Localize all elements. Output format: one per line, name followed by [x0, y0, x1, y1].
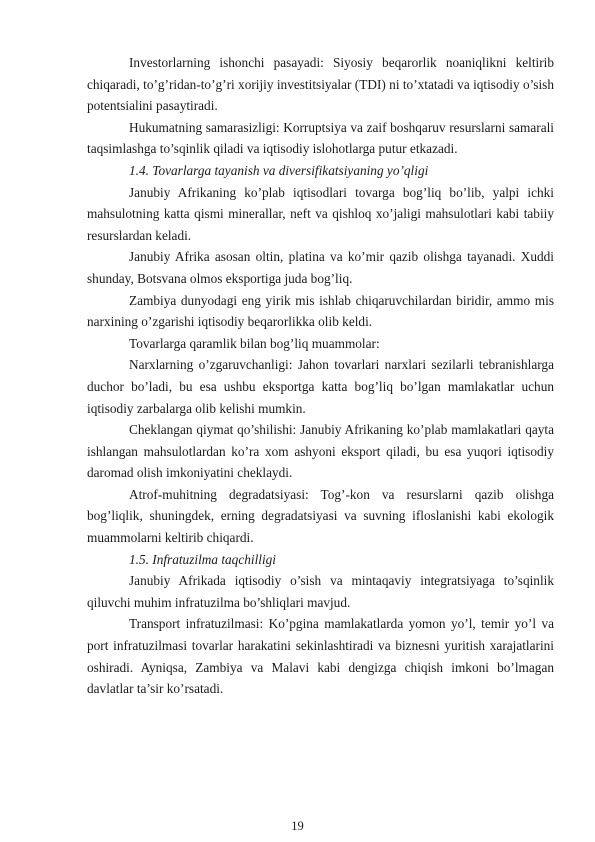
paragraph-infrastructure-gaps: Janubiy Afrikada iqtisodiy o’sish va mintaqaviy integratsiyaga to’sqinlik qiluvchi muhim infratuzilma bo’shliqlari mavjud.: [87, 573, 554, 610]
paragraph-south-africa-mining: Janubiy Afrika asosan oltin, platina va ko’mir qazib olishga tayanadi. Xuddi shunday, Botsvana olmos eksportiga juda bog’liq.: [87, 249, 554, 286]
paragraph-limited-value-added: Cheklangan qiymat qo’shilishi: Janubiy Afrikaning ko’plab mamlakatlari qayta ishlangan mahsulotlardan ko’ra xom ashyoni eksport qiladi, bu esa yuqori iqtisodiy daromad olish imkoniyatini cheklaydi.: [87, 422, 554, 481]
paragraph-investor-confidence: Investorlarning ishonchi pasayadi: Siyosiy beqarorlik noaniqlikni keltirib chiqaradi, to’g’ridan-to’g’ri xorijiy investitsiyalar (TDI) ni to’xtatadi va iqtisodiy o’sish potentsialini pasaytiradi.: [87, 55, 554, 114]
paragraph-zambia-copper: Zambiya dunyodagi eng yirik mis ishlab chiqaruvchilardan biridir, ammo mis narxining o’zgarishi iqtisodiy beqarorlikka olib keldi.: [87, 292, 554, 330]
page-body: [87, 52, 554, 700]
paragraph-government-inefficiency: Hukumatning samarasizligi: Korruptsiya va zaif boshqaruv resurslarni samarali taqsimlashga to’sqinlik qiladi va iqtisodiy islohotlarga putur etkazadi.: [87, 119, 554, 157]
paragraph-environmental-degradation: Atrof-muhitning degradatsiyasi: Tog’-kon va resurslarni qazib olishga bog’liqlik, shuningdek, erning degradatsiyasi va suvning ifloslanishi kabi ekologik muammolarni keltirib chiqardi.: [87, 486, 554, 546]
page-number: 19: [291, 819, 304, 833]
paragraph-commodity-problems-intro: Tovarlarga qaramlik bilan bog’liq muammolar:: [129, 335, 380, 351]
paragraph-price-volatility: Narxlarning o’zgaruvchanligi: Jahon tovarlari narxlari sezilarli tebranishlarga duchor bo’ladi, bu esa ushbu eksportga katta bog’liq bo’lgan mamlakatlar uchun iqtisodiy zarbalarga olib kelishi mumkin.: [87, 357, 554, 416]
section-heading-1-5: 1.5. Infratuzilma taqchilligi: [129, 551, 277, 567]
section-heading-1-4: 1.4. Tovarlarga tayanish va diversifikatsiyaning yo’qligi: [129, 162, 429, 178]
paragraph-commodity-dependence: Janubiy Afrikaning ko’plab iqtisodlari tovarga bog’liq bo’lib, yalpi ichki mahsulotning katta qismi minerallar, neft va qishloq xo’jaligi mahsulotlari kabi tabiiy resurslardan keladi.: [87, 184, 554, 243]
paragraph-transport-infrastructure: Transport infratuzilmasi: Ko’pgina mamlakatlarda yomon yo’l, temir yo’l va port infratuzilmasi tovarlar harakatini sekinlashtiradi va biznesni yuritish xarajatlarini oshiradi. Ayniqsa, Zambiya va Malavi kabi dengizga chiqish imkoni bo’lmagan davlatlar ta’sir ko’rsatadi.: [87, 616, 554, 697]
